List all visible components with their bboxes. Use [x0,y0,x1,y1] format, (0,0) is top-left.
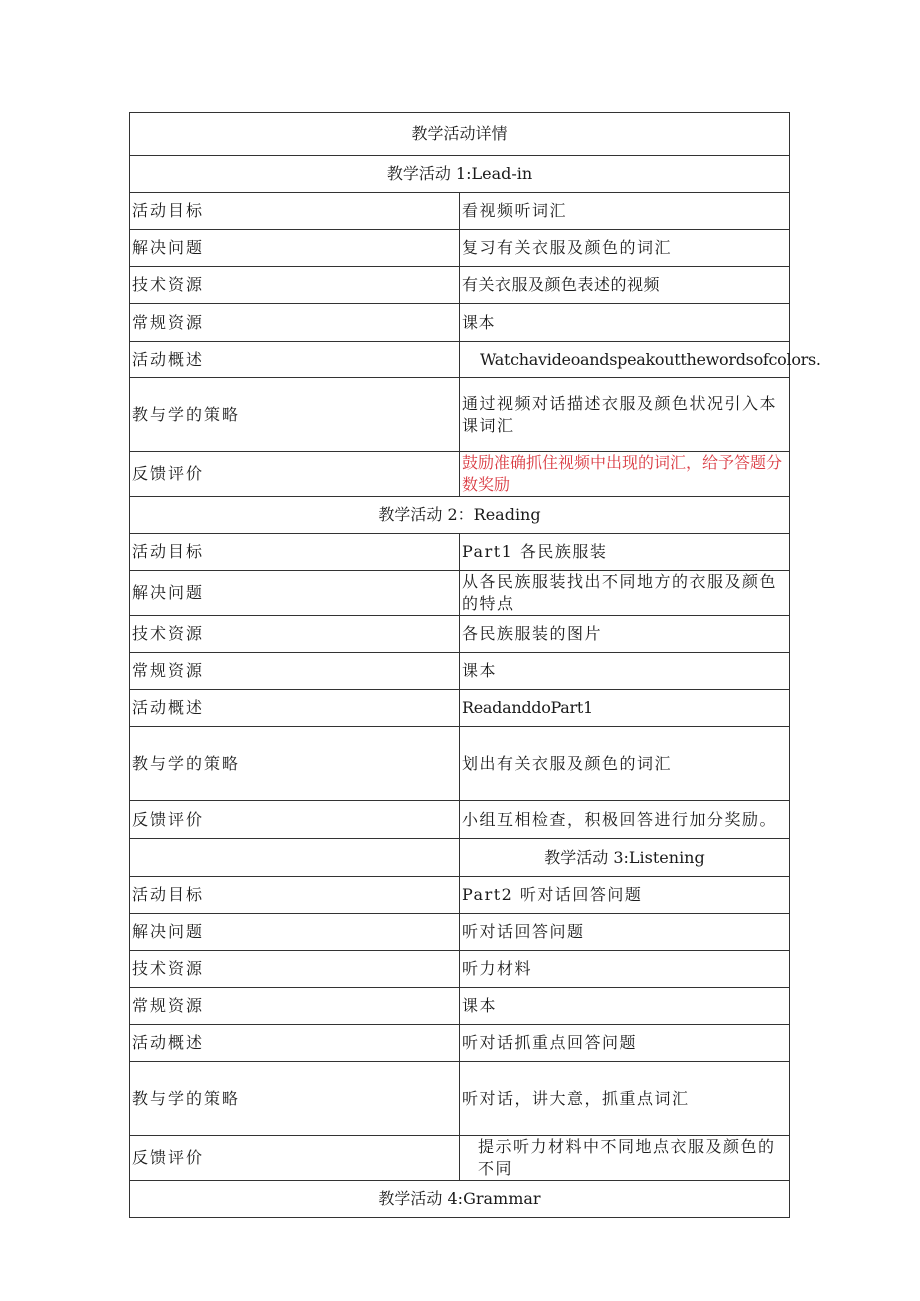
row-label: 解决问题 [130,914,460,951]
row-label: 反馈评价 [130,1136,460,1181]
row-value: 课本 [460,653,790,690]
row-value: 从各民族服装找出不同地方的衣服及颜色的特点 [460,571,790,616]
row-label: 技术资源 [130,267,460,304]
row-label: 教与学的策略 [130,1062,460,1136]
table-row [130,193,790,230]
table-row [130,801,790,839]
activity-heading: 教学活动 1:Lead-in [130,156,790,193]
activity-heading-row [130,156,790,193]
row-value: 划出有关衣服及颜色的词汇 [460,727,790,801]
activity-heading: 教学活动 2：Reading [130,497,790,534]
row-label: 活动概述 [130,1025,460,1062]
table-row [130,267,790,304]
row-value: 听对话抓重点回答问题 [460,1025,790,1062]
row-label: 常规资源 [130,304,460,342]
table-row [130,653,790,690]
table-row [130,616,790,653]
table-row [130,877,790,914]
row-label: 解决问题 [130,230,460,267]
row-value: 复习有关衣服及颜色的词汇 [460,230,790,267]
table-row [130,914,790,951]
row-value: Part1 各民族服装 [460,534,790,571]
row-value: 课本 [460,988,790,1025]
row-value: 各民族服装的图片 [460,616,790,653]
row-value: Watchavideoandspeakoutthewordsofcolors. [460,342,790,378]
table-row [130,727,790,801]
table-row [130,1025,790,1062]
activity-heading: 教学活动 4:Grammar [130,1181,790,1218]
table-row [130,378,790,452]
activity-heading-row [130,1181,790,1218]
table-row [130,690,790,727]
row-label: 常规资源 [130,988,460,1025]
row-label: 教与学的策略 [130,727,460,801]
table-title-row [130,113,790,156]
table-row [130,571,790,616]
table-row [130,951,790,988]
table-row [130,342,790,378]
activity-heading-row [130,497,790,534]
table-row [130,304,790,342]
row-label: 反馈评价 [130,801,460,839]
activity-heading: 教学活动 3:Listening [460,839,790,877]
row-value: 听对话，讲大意，抓重点词汇 [460,1062,790,1136]
row-value: 课本 [460,304,790,342]
row-label: 活动目标 [130,877,460,914]
row-value: Part2 听对话回答问题 [460,877,790,914]
row-value: 鼓励准确抓住视频中出现的词汇，给予答题分数奖励 [460,452,790,497]
table-row [130,1062,790,1136]
row-label: 活动概述 [130,690,460,727]
row-label: 技术资源 [130,616,460,653]
row-label: 常规资源 [130,653,460,690]
table-row [130,452,790,497]
empty-cell [130,839,460,877]
row-value: 看视频听词汇 [460,193,790,230]
row-value: 小组互相检查，积极回答进行加分奖励。 [460,801,790,839]
row-label: 技术资源 [130,951,460,988]
row-value: 听力材料 [460,951,790,988]
row-label: 活动目标 [130,193,460,230]
row-value: 有关衣服及颜色表述的视频 [460,267,790,304]
table-row [130,988,790,1025]
row-value: 通过视频对话描述衣服及颜色状况引入本课词汇 [460,378,790,452]
row-label: 活动目标 [130,534,460,571]
table-row [130,230,790,267]
row-label: 活动概述 [130,342,460,378]
table-title: 教学活动详情 [130,113,790,156]
row-label: 教与学的策略 [130,378,460,452]
table-row [130,534,790,571]
row-label: 解决问题 [130,571,460,616]
row-label: 反馈评价 [130,452,460,497]
row-value: 提示听力材料中不同地点衣服及颜色的不同 [460,1136,790,1181]
row-value: 听对话回答问题 [460,914,790,951]
table-row [130,1136,790,1181]
activity-table [129,112,821,1218]
activity-heading-row [130,839,790,877]
row-value: ReadanddoPart1 [460,690,790,727]
